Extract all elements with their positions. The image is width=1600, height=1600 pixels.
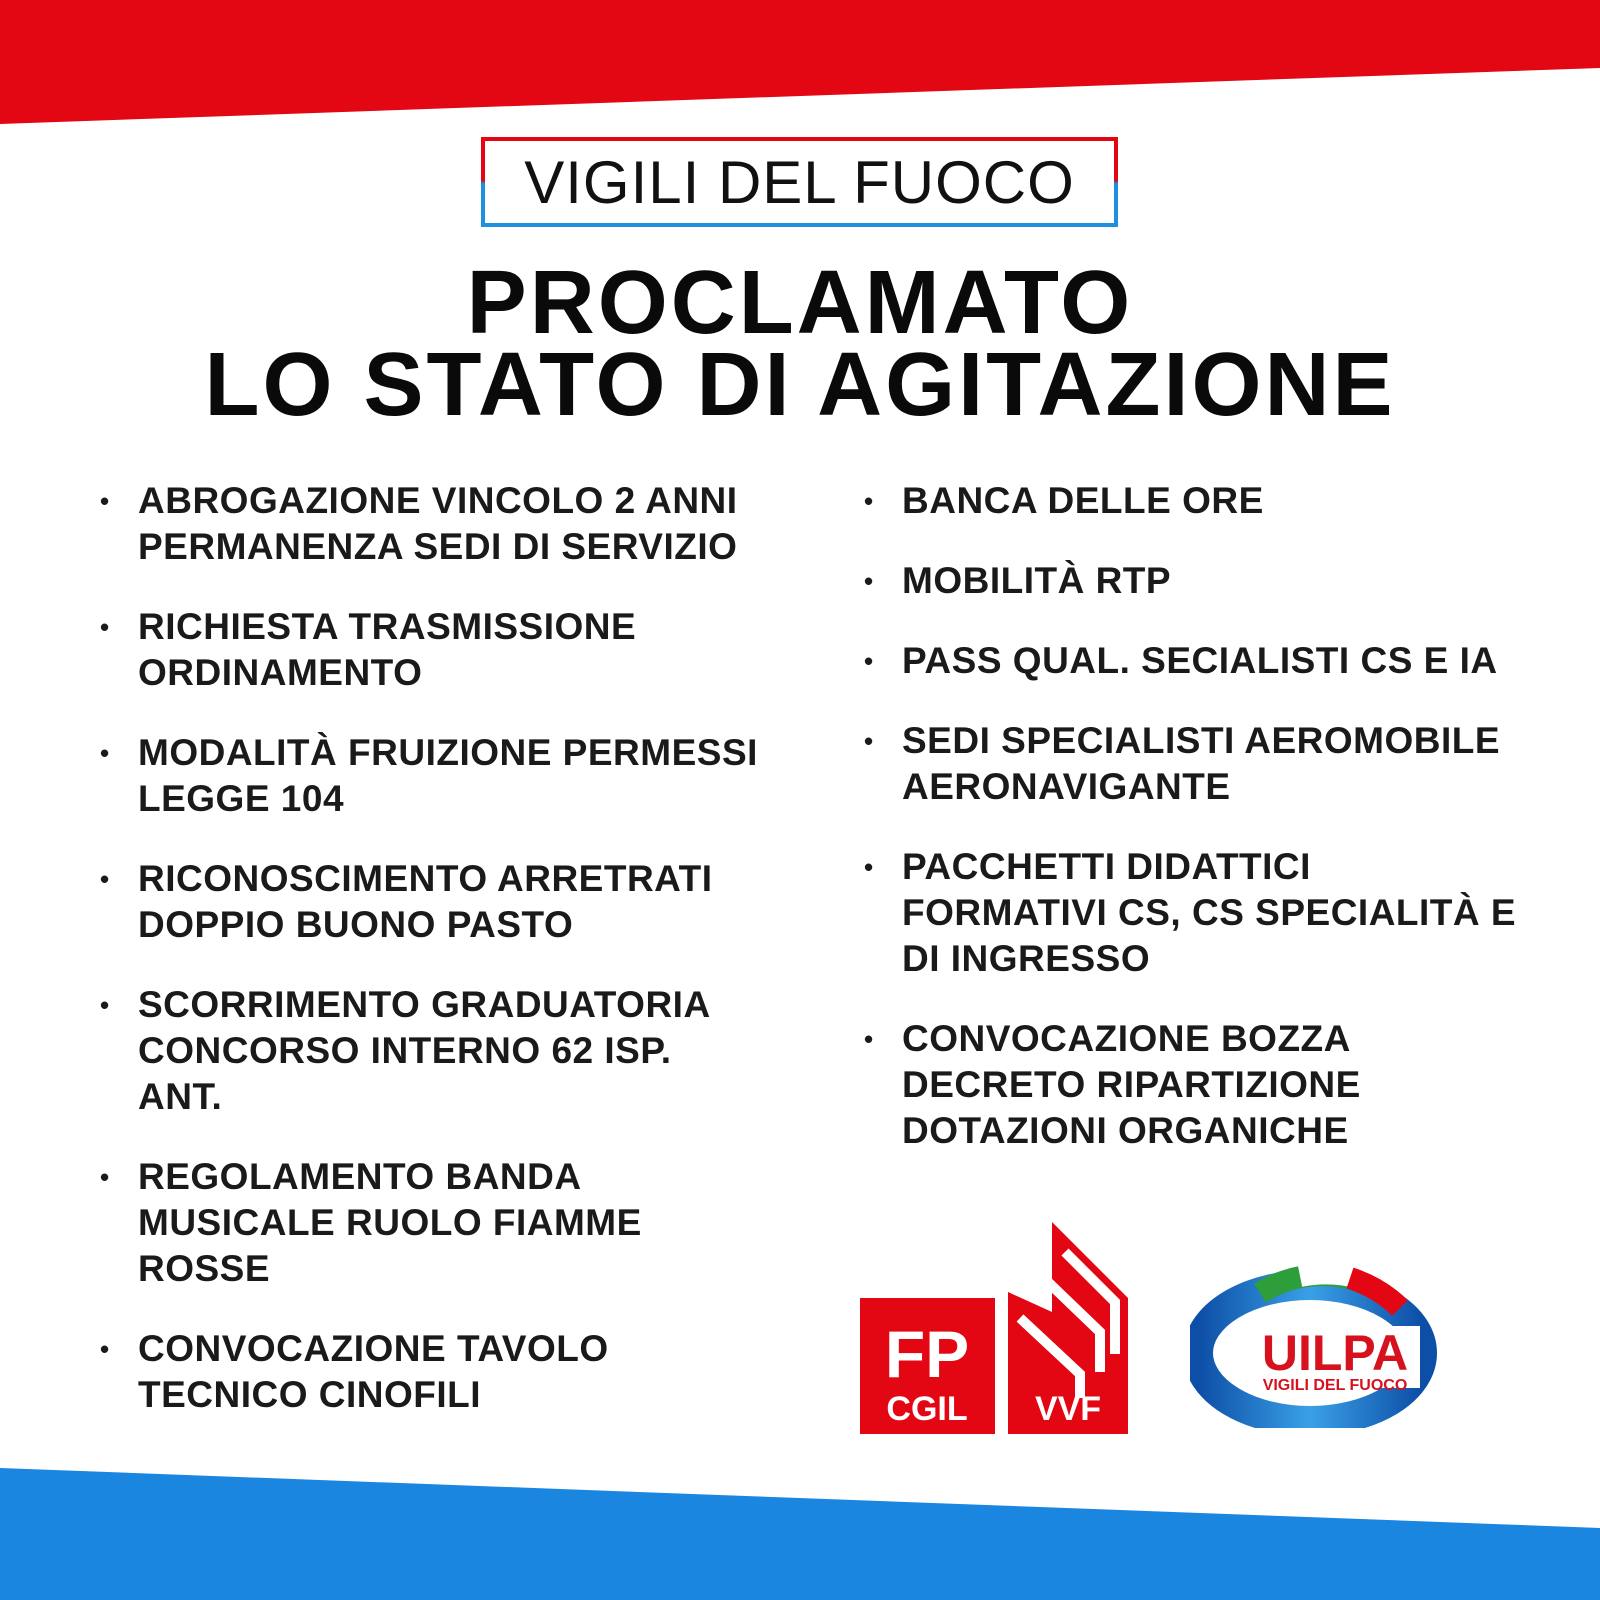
fp-logo-text: FP bbox=[884, 1317, 970, 1391]
bullet-icon: • bbox=[864, 486, 874, 516]
fp-cgil-vvf-logo bbox=[860, 1222, 1130, 1434]
list-item bbox=[100, 982, 800, 1120]
demands-list-left bbox=[100, 478, 800, 1452]
uilpa-logo bbox=[1190, 1248, 1450, 1428]
headline-line-1: PROCLAMATO bbox=[466, 253, 1134, 353]
list-item bbox=[864, 718, 1564, 810]
bullet-icon: • bbox=[864, 852, 874, 882]
list-item bbox=[100, 1154, 800, 1292]
list-item bbox=[100, 604, 800, 696]
list-item-text: MODALITÀ FRUIZIONE PERMESSI LEGGE 104 bbox=[138, 732, 758, 819]
uilpa-sub-text: VIGILI DEL FUOCO bbox=[1262, 1377, 1408, 1394]
demands-list-right bbox=[864, 478, 1564, 1188]
bullet-icon: • bbox=[100, 738, 110, 768]
top-red-stripe bbox=[0, 0, 1600, 130]
list-item bbox=[864, 1016, 1564, 1154]
list-item bbox=[100, 1326, 800, 1418]
list-item bbox=[864, 478, 1564, 524]
bullet-icon: • bbox=[864, 566, 874, 596]
list-item-text: CONVOCAZIONE TAVOLO TECNICO CINOFILI bbox=[138, 1328, 609, 1415]
vvf-logo-text: VVF bbox=[1034, 1390, 1102, 1428]
title-box-text: VIGILI DEL FUOCO bbox=[524, 148, 1075, 216]
list-item-text: RICHIESTA TRASMISSIONE ORDINAMENTO bbox=[138, 606, 637, 693]
headline-line-2: LO STATO DI AGITAZIONE bbox=[204, 335, 1396, 435]
cgil-logo-text: CGIL bbox=[886, 1390, 968, 1428]
list-item-text: PASS QUAL. SECIALISTI CS E IA bbox=[902, 640, 1498, 681]
bullet-icon: • bbox=[100, 486, 110, 516]
uilpa-logo-text: UILPA bbox=[1261, 1325, 1409, 1381]
bullet-icon: • bbox=[100, 612, 110, 642]
bullet-icon: • bbox=[100, 864, 110, 894]
list-item bbox=[864, 638, 1564, 684]
bullet-icon: • bbox=[100, 1162, 110, 1192]
bullet-icon: • bbox=[100, 1334, 110, 1364]
list-item-text: PACCHETTI DIDATTICI FORMATIVI CS, CS SPECIALITÀ E DI INGRESSO bbox=[902, 846, 1517, 979]
list-item bbox=[100, 478, 800, 570]
list-item-text: SCORRIMENTO GRADUATORIA CONCORSO INTERNO 62 ISP. ANT. bbox=[138, 984, 711, 1117]
list-item-text: SEDI SPECIALISTI AEROMOBILE AERONAVIGANTE bbox=[902, 720, 1501, 807]
title-box bbox=[481, 137, 1118, 227]
list-item bbox=[100, 730, 800, 822]
list-item-text: REGOLAMENTO BANDA MUSICALE RUOLO FIAMME ROSSE bbox=[138, 1156, 642, 1289]
list-item-text: CONVOCAZIONE BOZZA DECRETO RIPARTIZIONE DOTAZIONI ORGANICHE bbox=[902, 1018, 1361, 1151]
list-item-text: ABROGAZIONE VINCOLO 2 ANNI PERMANENZA SEDI DI SERVIZIO bbox=[138, 480, 738, 567]
bullet-icon: • bbox=[864, 726, 874, 756]
list-item-text: MOBILITÀ RTP bbox=[902, 560, 1172, 601]
list-item bbox=[864, 844, 1564, 982]
list-item bbox=[100, 856, 800, 948]
list-item-text: BANCA DELLE ORE bbox=[902, 480, 1264, 521]
bullet-icon: • bbox=[864, 646, 874, 676]
bottom-blue-stripe bbox=[0, 1468, 1600, 1600]
list-item-text: RICONOSCIMENTO ARRETRATI DOPPIO BUONO PASTO bbox=[138, 858, 713, 945]
bullet-icon: • bbox=[100, 990, 110, 1020]
list-item bbox=[864, 558, 1564, 604]
bullet-icon: • bbox=[864, 1024, 874, 1054]
